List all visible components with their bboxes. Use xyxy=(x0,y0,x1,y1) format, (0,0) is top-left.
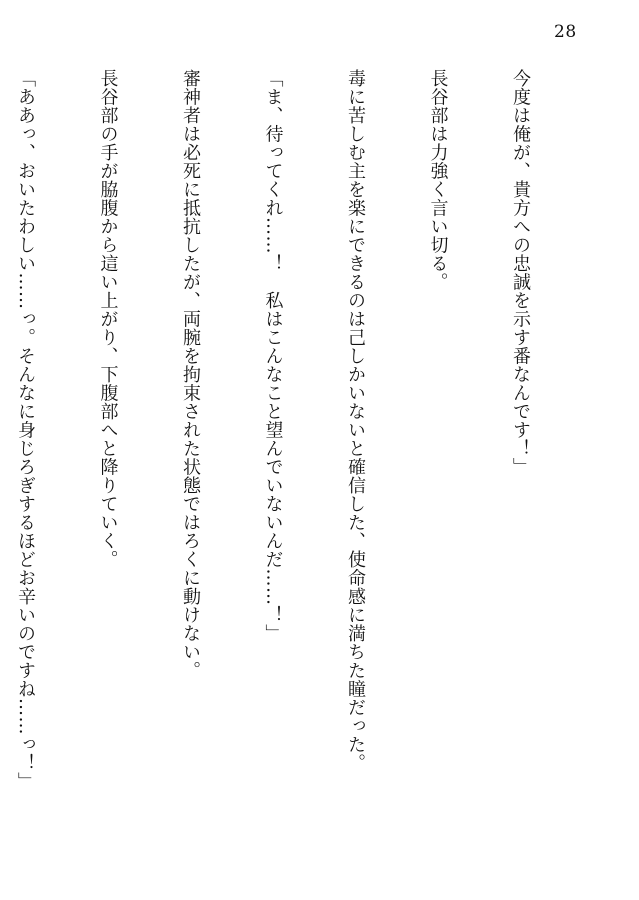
page-number: 28 xyxy=(554,22,577,42)
text-line: 長谷部は力強く言い切る。 xyxy=(427,69,449,291)
text-line: 今度は俺が、貴方への忠誠を示す番なんです！」 xyxy=(510,69,531,476)
text-line: 「ま、待ってくれ……！ 私はこんなこと望んでいないんだ……！」 xyxy=(262,69,284,643)
text-line: 長谷部の手が脇腹から這い上がり、下腹部へと降りていく。 xyxy=(97,69,119,569)
body-text xyxy=(0,69,589,869)
text-line: 「ああっ、おいたわしい……っ。そんなに身じろぎするほどお辛いのですね……っ！」 xyxy=(15,69,36,791)
text-line: 審神者は必死に抵抗したが、両腕を拘束された状態ではろくに動けない。 xyxy=(180,69,201,680)
text-line: 毒に苦しむ主を楽にできるのは己しかいないと確信した、使命感に満ちた瞳だった。 xyxy=(345,69,366,772)
